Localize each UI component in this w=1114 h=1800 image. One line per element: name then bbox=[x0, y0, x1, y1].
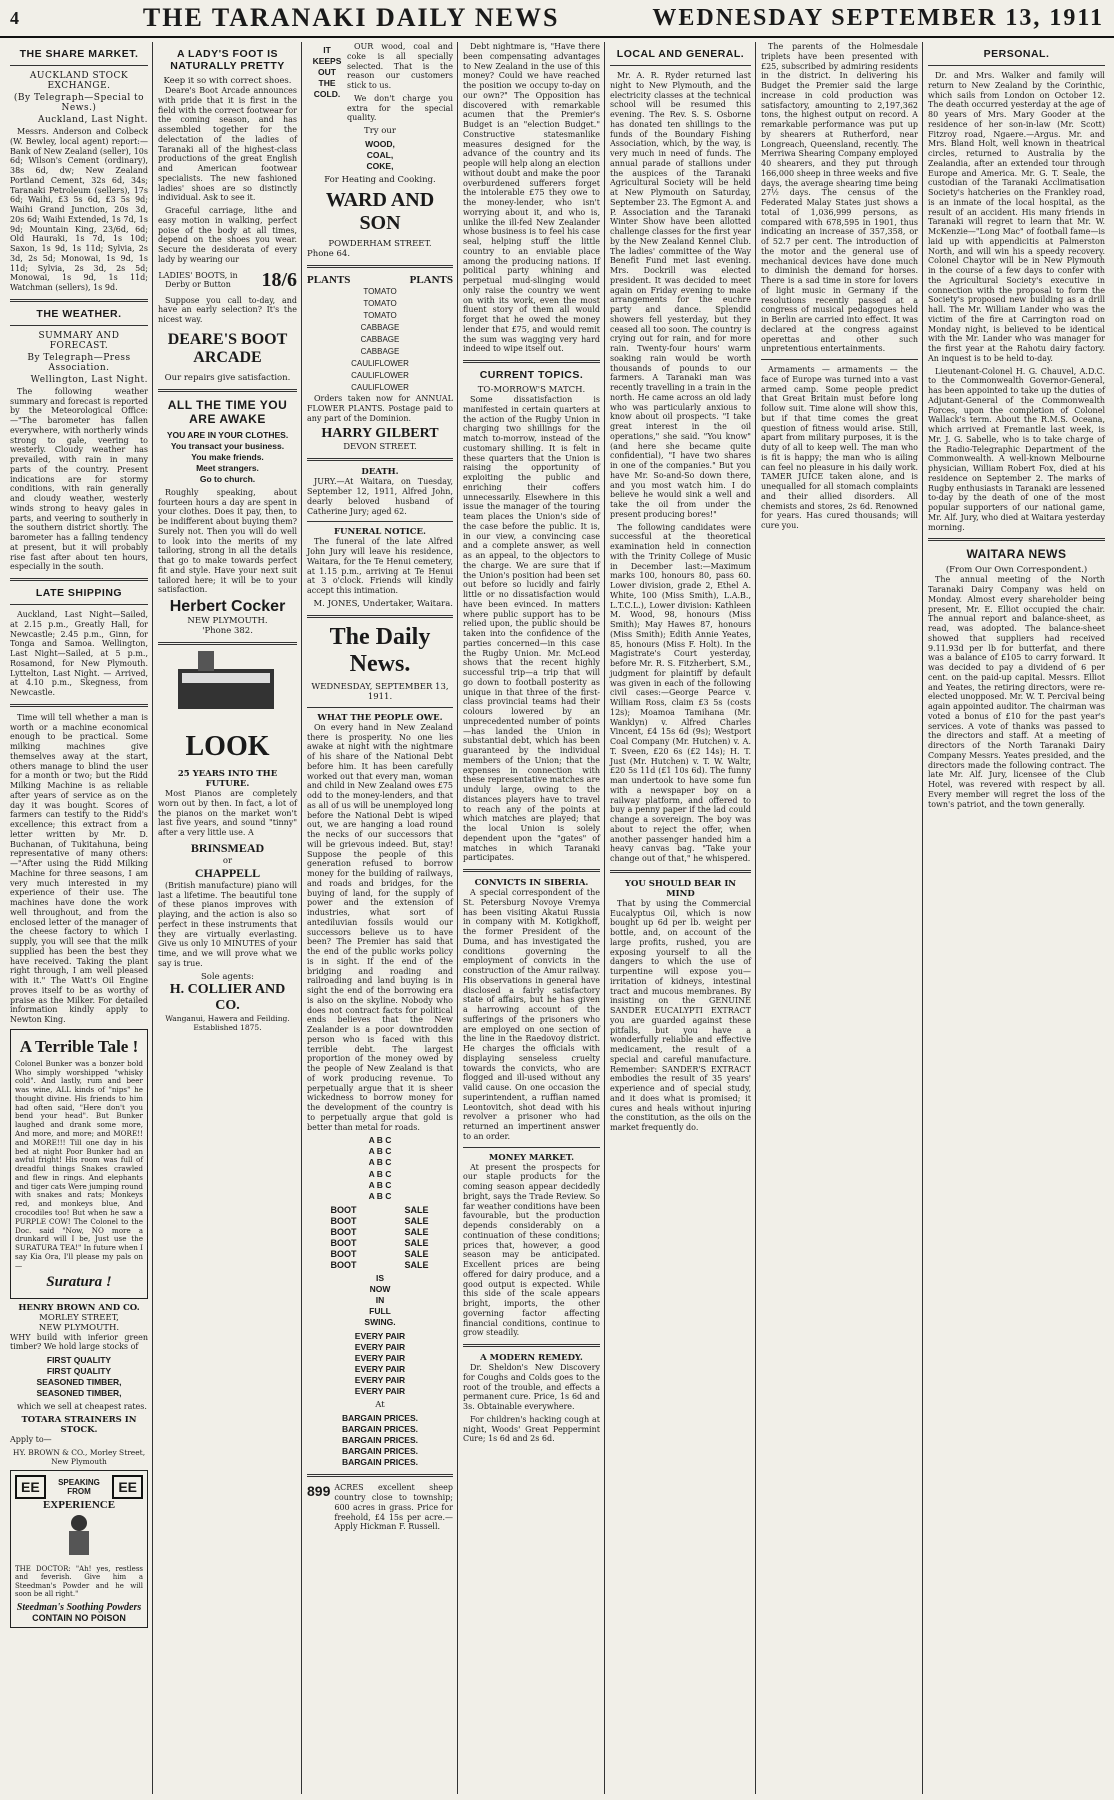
boot-sale-word: IN bbox=[375, 1294, 385, 1305]
remedy-foot: For children's hacking cough at night, Woods' Great Peppermint Cure; 1s 6d and 2s 6d. bbox=[463, 1414, 600, 1444]
deares-ad bbox=[158, 48, 297, 383]
vegetable-item: CABBAGE bbox=[360, 347, 400, 357]
late-shipping-article bbox=[10, 587, 148, 698]
steedman-experience: EXPERIENCE bbox=[42, 1498, 116, 1511]
coal-banner bbox=[307, 45, 347, 100]
cocker-phone: 'Phone 382. bbox=[202, 626, 253, 637]
every-pair-item: EVERY PAIR bbox=[354, 1386, 406, 1397]
deares-shop-name: DEARE'S BOOT ARCADE bbox=[167, 330, 288, 366]
abc-row: A B C bbox=[368, 1157, 392, 1168]
funeral-signed: M. JONES, Undertaker, Waitara. bbox=[313, 598, 453, 609]
plants-heading-left: PLANTS bbox=[307, 274, 351, 287]
vegetable-item: CAULIFLOWER bbox=[351, 359, 409, 369]
abc-row: A B C bbox=[368, 1135, 392, 1146]
coal-tag: For Heating and Cooking. bbox=[324, 175, 436, 186]
current-topics-heading: CURRENT TOPICS. bbox=[479, 369, 584, 381]
vegetable-item: TOMATO bbox=[363, 311, 397, 321]
henry-brown-signature: HY. BROWN & CO., Morley Street, New Plymouth bbox=[12, 1447, 146, 1466]
abc-row: A B C bbox=[368, 1179, 392, 1190]
share-market-byline: (By Telegraph—Special to News.) bbox=[13, 93, 145, 113]
brand-or: or bbox=[222, 855, 233, 866]
every-pair-item: EVERY PAIR bbox=[354, 1341, 406, 1352]
suratura-closing: Suratura ! bbox=[46, 1273, 112, 1290]
harry-gilbert: HARRY GILBERT bbox=[321, 426, 439, 442]
steedman-ad bbox=[10, 1470, 148, 1628]
column-3 bbox=[303, 42, 457, 1794]
henry-brown-street: MORLEY STREET, bbox=[39, 1312, 119, 1323]
totara-strainers: TOTARA STRAINERS IN STOCK. bbox=[21, 1414, 137, 1435]
page-number: 4 bbox=[10, 7, 19, 28]
fuel-item: WOOD, bbox=[365, 139, 395, 149]
lady-foot-body: Deare's Boot Arcade announces with pride that it is first in the field with the correct footwear for the coming season, and has assembled together for the delectation of the ladies of Taranaki all of the highest-class productions of the great English and American footwear specialists. The new fashioned ladies' shoes are so distinctly individual. Ask to see it. bbox=[158, 86, 297, 203]
late-shipping-heading: LATE SHIPPING bbox=[35, 587, 123, 599]
milking-machine-ad: Time will tell whether a man is worth or a machine economical enough to be practical. Some milking machines give themselves away at the start, others manage to blind the user for a month or two; but the Ridd Milking Machine is as reliable after years of service as on the day it was bought. Scores of farmers can testify to the Ridd's excellence; this extract from a letter written by Mr. D. Buchanan, of Tukitahuna, being representative of many others:—"After using the Ridd Milking Machine for three seasons, I am very much interested in my experience of their use. The machines have done the work well throughout, and from the enclosed letter of the manager of the cheese factory to which I supply, you will see that the milk supplied has been the best they have received. Taking the plant right through, I am well pleased with it." The Watt's Oil Engine proves itself to be as worthy of praise as the Milker. For detailed information kindly apply to Newton King. bbox=[10, 712, 148, 1024]
cocker-name: Herbert Cocker bbox=[169, 598, 286, 616]
fuel-items bbox=[307, 139, 453, 172]
boot-sale-word: FULL bbox=[369, 1305, 391, 1316]
personal-heading: PERSONAL. bbox=[983, 48, 1050, 60]
steedman-caption: THE DOCTOR: "Ah! yes, restless and feverish. Give him a Steedman's Powder and he will soon be all right." bbox=[15, 1564, 143, 1599]
sale-word: SALE bbox=[404, 1226, 429, 1237]
clothes-line: YOU ARE IN YOUR CLOTHES. bbox=[166, 429, 289, 440]
lady-foot-body2: Graceful carriage, lithe and easy motion in walking, perfect poise of the body at all times, depend on the shoes you wear. Secure the desiderata of every lady by wearing our bbox=[158, 206, 297, 264]
sole-agents: Sole agents: bbox=[200, 971, 255, 982]
bargain-item: BARGAIN PRICES. bbox=[341, 1413, 419, 1424]
general-news-body: The parents of the Holmesdale triplets have been presented with £25, subscribed by admiring residents in the district. In delivering his Budget the Premier said the large increase in cold production was satisfactory, amounting to 2,197,362 tons, the highest output on record. A remarkable performance was put up by shearers at Rutherford, near Longreach, Queensland, recently. The Merriwa Shearing Company employed 40 shearers, and they put through 166,000 sheep in three weeks and five days, the average shearing time being 27½ days. The census of the Federated Malay States just shows a total of 1,036,999 persons, as compared with 678,595 in 1901, thus indicating an increase of 357,358, or of 52.7 per cent. The introduction of the motor and the general use of mechanical devices have done much to diminish the demand for horses. There is a sad time in store for lovers of light music in Germany if the resolutions recently passed at a congress of musical pedagogues held in Berlin are carried into effect. It was declared at the congress against operettas and other such unpretentious entertainments. bbox=[761, 42, 918, 354]
terrible-tale-verse: Colonel Bunker was a bonzer bold Who simply worshipped "whisky cold". And lastly, rum and beer was wine, ALL kinds of "nips" he thought divine. His friends to him had often said, "Here don't you bend your head". But Bunker laughed and drank some more, And more, and more; and MORE!! and MORE!!! Till one day in his bed at night Poor Bunker had an awful fright! His room was full of dreadful things Snakes crawled and flew in rings. And elephants and tiger cats Were jumping round with snakes and rats; Monkeys red, and monkeys blue, And crocodiles too! But when he saw a PURPLE COW! The Colonel to the Doc. said "Now, NO more a drunkard will I be, Just use the SURATURA TEA!" In future when I say Kia Ora, I'll please my pals on— bbox=[15, 1058, 143, 1270]
column-2 bbox=[154, 42, 301, 1794]
coal-body2: We don't charge you extra for the special quality. bbox=[347, 93, 453, 123]
ward-street: POWDERHAM STREET. bbox=[328, 239, 432, 250]
coal-banner-word: COLD. bbox=[313, 89, 341, 100]
boot-sale-at: At bbox=[375, 1400, 385, 1411]
boot-sale-word: NOW bbox=[369, 1283, 391, 1294]
henry-brown-note: which we sell at cheapest rates. bbox=[17, 1402, 147, 1412]
timber-items bbox=[10, 1355, 148, 1399]
coal-banner-word: OUT bbox=[318, 67, 336, 78]
bargain-item: BARGAIN PRICES. bbox=[341, 1446, 419, 1457]
chappell: CHAPPELL bbox=[194, 865, 261, 880]
bargain-item: BARGAIN PRICES. bbox=[341, 1457, 419, 1468]
henry-brown-name: HENRY BROWN AND CO. bbox=[18, 1302, 140, 1313]
local-general-body: Mr. A. R. Ryder returned last night to New Plymouth, and the electricity classes at the technical school will be resumed this evening. The Rev. S. S. Osborne has donated ten shillings to the funds of the Boundary Fishing Association, which, by the way, is very much in need of funds. The annual parade of stallions under the auspices of the Taranaki Agricultural Society will be held at New Plymouth on Saturday, September 23. The Egmont A. and P. Association and the Taranaki Winter Show have been allotted challenge classes for the first year by the New Zealand Kennel Club. The ladies' committee of the Way Benefit Fund met last evening. Mrs. Dockrill was elected president. It was decided to meet again on Friday evening to make arrangements for the euchre party and dance. Splendid showers fell yesterday, but they ceased all too soon. The country is crying out for rain, and for more rain. Twenty-four hours' warm soaking rain would be worth thousands of pounds to our farmers. A Taranaki man was recently travelling in a train in the north. He came across an old lady who was particularly anxious to know about oil prospects. "I take great interest in the oil operations," she said. "You know" (and here she became quite confidential), "I have two shares in one of the companies." But you have Mr. So-and-So down there, and you most watch him. I do believe he would sink a well and take the oil from under the present producing bores!" bbox=[610, 71, 751, 519]
steedman-brand: Steedman's Soothing Powders bbox=[16, 1601, 142, 1613]
abc-row: A B C bbox=[368, 1190, 392, 1201]
death-heading: DEATH. bbox=[361, 467, 399, 478]
coal-body: OUR wood, coal and coke is all specially selected. That is the reason our customers stick to us. bbox=[347, 42, 453, 90]
issue-date: WEDNESDAY SEPTEMBER 13, 1911 bbox=[652, 4, 1104, 31]
clothes-lines bbox=[158, 430, 297, 485]
boot-word: BOOT bbox=[330, 1226, 357, 1237]
abc-list bbox=[307, 1135, 453, 1201]
all-the-time-heading: ALL THE TIME YOU ARE AWAKE bbox=[167, 397, 288, 426]
vegetable-item: TOMATO bbox=[363, 287, 397, 297]
clothes-line: You transact your business. bbox=[170, 440, 285, 451]
boot-word: BOOT bbox=[330, 1248, 357, 1259]
remedy-heading: A MODERN REMEDY. bbox=[480, 1353, 583, 1363]
ward-and-son: WARD AND SON bbox=[325, 189, 435, 235]
local-general-body2: The following candidates were successful at the theoretical examination held in connection with the Trinity College of Music in December last:—Maximum marks 100, honours 80, pass 60. Lower division, grade 2, Ethel A. White, 100 (Miss Smith), L.A.B., L.T.C.L.), Lower division: Kathleen M. Wood, 98, honours (Miss Smith); May Hawes 87, honours (Miss Smith); Edith Annie Yeates, 85, honours (Miss F. Holt). In the Magistrate's Court yesterday, before Mr. R. S. Fitzherbert, S.M., judgment for plaintiff by default was given in each of the following civil cases:—George Pearce v. William Ross, claim £3 5s (costs 12s); Moamoa Tamihana (Mr. Wanklyn) v. Alfred Charles Vincent, £4 15s 6d (9s); Westport Coal Company (Mr. Hutchen) v. A. T. Sveen, £20 6s (£2 14s); H. T. Just (Mr. Hutchen) v. T. W. Waltr, £20 5s 11d (£1 10s 6d). The funny man undertook to have some fun with a newspaper boy on a railway platform, and offered to buy a penny paper if the lad could change a sovereign. The boy was about to reject the offer, when another passenger handed him a heavy canvas bag. "Take your change out of that," he whispered. bbox=[610, 522, 751, 863]
bargain-list bbox=[307, 1413, 453, 1468]
fuel-item: COKE, bbox=[366, 161, 394, 172]
death-notice: JURY.—At Waitara, on Tuesday, September 12, 1911, Alfred John, dearly beloved husband of Catherine Jury; aged 62. bbox=[307, 477, 453, 516]
suratura-tea-ad bbox=[10, 1029, 148, 1299]
clothes-line: You make friends. bbox=[191, 451, 264, 462]
ward-phone: Phone 64. bbox=[307, 249, 351, 260]
look-word: LOOK bbox=[185, 731, 270, 763]
every-pair-item: EVERY PAIR bbox=[354, 1375, 406, 1386]
weather-dateline: Wellington, Last Night. bbox=[30, 374, 148, 385]
sale-word: SALE bbox=[404, 1248, 429, 1259]
vegetable-item: CAULIFLOWER bbox=[351, 371, 409, 381]
vegetable-item: CABBAGE bbox=[360, 335, 400, 345]
every-pair-list bbox=[307, 1331, 453, 1397]
sale-word: SALE bbox=[404, 1215, 429, 1226]
cocker-body: Roughly speaking, about fourteen hours a day are spent in your clothes. Does it pay, then, to be indifferent about buying them? Surely not. Then you will do well to look into the merits of my tailoring, strong in all the details that go to make towards perfect fit and style. Have your next suit tailored here; it will be to your satisfaction. bbox=[158, 487, 297, 595]
every-pair-item: EVERY PAIR bbox=[354, 1364, 406, 1375]
column-5 bbox=[606, 42, 755, 1794]
steedman-contain: CONTAIN NO POISON bbox=[32, 1612, 126, 1623]
waitara-byline: (From Our Own Correspondent.) bbox=[945, 565, 1088, 576]
sale-word: SALE bbox=[404, 1259, 429, 1270]
share-market-heading: THE SHARE MARKET. bbox=[19, 48, 139, 60]
boot-word: BOOT bbox=[330, 1204, 357, 1215]
editorial-date: WEDNESDAY, SEPTEMBER 13, 1911. bbox=[311, 681, 449, 702]
weather-subheading: SUMMARY AND FORECAST. bbox=[38, 330, 120, 351]
sale-word: SALE bbox=[404, 1237, 429, 1248]
boot-sale-rows bbox=[307, 1205, 453, 1270]
siberia-heading: CONVICTS IN SIBERIA. bbox=[474, 878, 589, 888]
funeral-heading: FUNERAL NOTICE. bbox=[334, 527, 426, 538]
column-1 bbox=[6, 42, 152, 1794]
acres-body: ACRES excellent sheep country close to township; 600 acres in grass. Price for freehold, £4 15s per acre.—Apply Hickman F. Russell. bbox=[334, 1483, 453, 1532]
match-subheading: TO-MORROW'S MATCH. bbox=[477, 385, 586, 395]
plants-heading-right: PLANTS bbox=[409, 274, 453, 287]
waitara-body: The annual meeting of the North Taranaki Dairy Company was held on Monday. Almost every shareholder being present, Mr. E. Elliot occupied the chair. The annual report and balance-sheet, as read, was adopted. The balance-sheet showed that suppliers had received 9.11.93d per lb for butterfat, and there was a balance of £105 to carry forward. It was decided to pay a dividend of 6 per cent. on the paid-up capital. Messrs. Elliot and Yeates, the retiring directors, were re-elected unopposed. Mr. W. T. Percival being again appointed auditor. The chairman was voted a bonus of £10 for the past year's services. A vote of thanks was passed to the directors and staff. At a meeting of directors of the North Taranaki Dairy Company Messrs. Yeates presided, and the directors made the following contract. The late Mr. Alf. Jury, licensee of the Club Hotel, was revered with respect by all. Every member will regret the loss of the town's patriot, and the town generally. bbox=[928, 575, 1105, 809]
boot-word: BOOT bbox=[330, 1259, 357, 1270]
personal-body2: Lieutenant-Colonel H. G. Chauvel, A.D.C. to the Commonwealth Governor-General, has been appointed to take up the duties of Adjutant-General of the Commonwealth Forces, upon the completion of Colonel Wallack's term. About the R.M.S. Oceana, which arrived at Fremantle last week, is Mr. J. G. Sabelle, who is to take charge of the Radio-Telegraphic Department of the Commonwealth. A well-known Melbourne physician, William Robert Fox, died at his residence on September 2. The marks of Rugby enthusiasts in Taranaki are lessened to-day by the death of one of the most popular supporters of our national game, Mr. Alf. Jury, who died at Waitara yesterday morning. bbox=[928, 366, 1105, 532]
bear-in-mind-body: That by using the Commercial Eucalyptus Oil, which is now bought up 6d per lb. weight per bottle, and, on account of the large profits, rushed, you are exposing yourself to all the dangers to which the use of turpentine will expose you—irritation of kidneys, intestinal tract and mucous membranes. By insisting on the GENUINE SANDER EUCALYPTI EXTRACT you are guarded against these pitfalls, but you have a wonderfully reliable and effective medicament, the result of a special and careful manufacture. Remember: SANDER'S EXTRACT embodies the result of 35 years' experience and of special study, and it does what is promised; it cures and heals without injuring the constitution, as the oils on the market frequently do. bbox=[610, 898, 751, 1132]
ladies-boots: LADIES' BOOTS, in Derby or Button bbox=[158, 271, 238, 289]
abc-row: A B C bbox=[368, 1168, 392, 1179]
henry-brown-apply: Apply to— bbox=[10, 1434, 52, 1444]
henry-brown-town: NEW PLYMOUTH. bbox=[38, 1322, 120, 1333]
plants-heading bbox=[307, 274, 453, 286]
henry-brown-ad bbox=[10, 1303, 148, 1466]
sale-word: SALE bbox=[404, 1204, 429, 1215]
steedman-badge-left: EE bbox=[15, 1475, 46, 1499]
column-7 bbox=[924, 42, 1109, 1794]
harry-street: DEVON STREET. bbox=[343, 442, 417, 453]
late-shipping-body: Auckland, Last Night—Sailed, at 2.15 p.m., Greatly Hall, for Newcastle; 2.45 p.m., Ginn, for Tonga and Samoa. Wellington, Last Night—Sailed, at 5 p.m., Rosamond, for New Plymouth. Lyttelton, Last Night. — Arrived, at 4.10 p.m., Skegness, from Newcastle. bbox=[10, 610, 148, 697]
bargain-item: BARGAIN PRICES. bbox=[341, 1424, 419, 1435]
lady-foot-heading: A LADY'S FOOT IS NATURALLY PRETTY bbox=[170, 48, 285, 72]
current-topics-body: Some dissatisfaction is manifested in certain quarters at the action of the Rugby Union in charging two shillings for the match to-morrow, instead of the customary shilling. It is felt in these quarters that the Union is raising the opportunity of exploiting the public and enriching their coffers unnecessarily. Elsewhere in this issue the manager of the touring team places the Union's side of the case before the public. It is, in our view, a convincing case and a complete answer, as well as an appeal, to the objectors to the charge. We are sure that if the Union's position had been set out before so lucidly and fairly little or no dissatisfaction would have been evinced. In matters where public support has to be relied upon, the public should be taken into the confidence of the parties concerned—in this case the Rugby Union. Mr. McLeod shows that the recent highly successful trip—a trip that will go down to football posterity as unique in that three of the first-class provincial teams had their colours lowered by an unprecedented number of points—has landed the Union in substantial debt, which has been guaranteed by the individual members of the Union; that the expenses in connection with these representative matches are unduly large, owing to the distances players have to travel to reach any of the points at which matches are played; that the local Union is solely dependent upon the "gates" of matches in which Taranaki participates. bbox=[463, 395, 600, 863]
boot-word: BOOT bbox=[330, 1215, 357, 1226]
collier-towns: Wanganui, Hawera and Feilding. bbox=[165, 1013, 290, 1023]
brinsmead: BRINSMEAD bbox=[190, 840, 265, 855]
clothes-line: Go to church. bbox=[199, 473, 256, 484]
deares-footer: Our repairs give satisfaction. bbox=[164, 372, 291, 383]
bear-in-mind-heading: YOU SHOULD BEAR IN MIND bbox=[624, 878, 737, 899]
coal-try: Try our bbox=[364, 126, 396, 136]
money-heading: MONEY MARKET. bbox=[488, 1152, 575, 1163]
vegetable-item: TOMATO bbox=[363, 299, 397, 309]
coal-banner-word: IT bbox=[323, 45, 331, 55]
lady-foot-body3: Suppose you call to-day, and have an early selection? It's the nicest way. bbox=[158, 295, 297, 324]
column-4 bbox=[459, 42, 604, 1794]
newspaper-title: THE TARANAKI DAILY NEWS bbox=[142, 3, 560, 32]
fuel-item: COAL, bbox=[366, 150, 394, 161]
siberia-body: A special correspondent of the St. Petersburg Novoye Vremya has been visiting Akatui Russia in company with M. Kotigkhoff, the former President of the Duma, and has investigated the conditions governing the employment of convicts in the construction of the Amur railway. His observations in general have disclosed a fairly satisfactory state of affairs, but he has given a harrowing account of the sufferings of the prisoners who are employed on one section of the line in the Raedovoy district. He charges the officials with displaying senseless cruelty towards the convicts, who are flogged and ill-used without any valid cause. On one occasion the superintendent, a ruffian named Leontovitch, shot dead with his revolver a prisoner who had returned an impertinent answer to an order. bbox=[463, 888, 600, 1141]
cocker-town: NEW PLYMOUTH. bbox=[187, 616, 268, 627]
share-market-dateline: Auckland, Last Night. bbox=[37, 115, 148, 125]
steedman-badge-right: EE bbox=[112, 1475, 143, 1499]
timber-item: SEASONED TIMBER, bbox=[36, 1388, 122, 1399]
boot-word: BOOT bbox=[330, 1237, 357, 1248]
abc-row: A B C bbox=[368, 1146, 392, 1157]
vegetable-list bbox=[307, 286, 453, 394]
acres-number: 899 bbox=[307, 1483, 331, 1500]
steedman-top: SPEAKING FROM bbox=[58, 1477, 100, 1496]
armaments-body: Armaments — armaments — the face of Europe was turned into a vast armed camp. Some people predict that Great Britain must before long follow suit. Time alone will show this, but if that time comes the great question of fitness would arise. Still, apart from military purposes, it is the duty of all to keep well. The man who is fit is happy; the man who is ailing can feel no pleasure in his daily work. TAMER JUICE taken alone, and is unequalled for all stomach complaints and their allied disorders. All chemists and stores, 2s 6d. Renowned for years. Has cured thousands; will cure you. bbox=[761, 365, 918, 530]
share-market-body: Messrs. Anderson and Colbeck (W. Bewley, local agent) report:—Bank of New Zealand (seller), 10s 6d; Wilson's Cement (ordinary), 38s 6d, dw; New Zealand Portland Cement, 32s 6d, 34s; Taranaki Petroleum (sellers), 17s 6d; Waihi, £3 5s 6d, £3 5s 9d; Waihi Grand Junction, 20s 3d, 20s 6d; Waihi Extended, 1s 7d, 1s 9d; Mountain King, 23/6d, 6d; Old Hauraki, 1s 7d, 1s 10d; Saxon, 1s 9d, 1s 11d; Sylvia, 2s 3d, 2s 5d; Monowai, 1s 9d, 1s 11d; Sylvia, 2s 3d, 2s 5d; Monowai, 1s 9d, 1s 11d; Watchman (sellers), 1s 9d. bbox=[10, 127, 148, 292]
waitara-heading: WAITARA NEWS bbox=[966, 547, 1067, 562]
timber-item: FIRST QUALITY bbox=[46, 1366, 112, 1377]
bargain-item: BARGAIN PRICES. bbox=[341, 1435, 419, 1446]
lady-foot-tagline: Keep it so with correct shoes. bbox=[163, 76, 292, 86]
weather-heading: THE WEATHER. bbox=[36, 307, 122, 320]
column-6 bbox=[757, 42, 922, 1794]
piano-illustration-icon bbox=[158, 651, 295, 721]
weather-body: The following weather summary and forecast is reported by the Meteorological Office:—"The barometer has fallen everywhere, with northerly winds strong to gale, veering to westerly. Cloudy weather has prevailed, with rain in many parts of the country. Present indications are for stormy conditions, with rain generally and cloudy weather, westerly winds strong to heavy gales in parts, and veering to southerly in the southern district shortly. The barometer has a falling tendency at present, but it will probably rise fast after about ten hours, especially in the south. bbox=[10, 386, 148, 572]
ladies-boots-price: 18/6 bbox=[261, 268, 297, 291]
timber-item: SEASONED TIMBER, bbox=[36, 1377, 122, 1388]
personal-body: Dr. and Mrs. Walker and family will return to New Zealand by the Corinthic, which sails from London on October 12. The death occurred yesterday at the age of 80 years of Mrs. Mary Gooder at the residence of her son-in-law (Mr. Scott) Fitzroy road, Ngaere.—Argus. Mr. and Mrs. Bland Holt, well known in theatrical circles, returned to Australia by the Zealandia, after an extended tour through Europe and America. Mr. G. T. Seale, the custodian of the Taranaki Acclimatisation Society's hatcheries on the Frankley road, is an inmate of the local hospital, as the result of an accident. His many friends in Taranaki will regret to learn that Mr. W. McKenzie—"Long Mac" of football fame—is laid up with appendicitis at Palmerston North, and will win his a speedy recovery. Colonel Chaytor will be in New Plymouth in the course of a few days to confer with the Agricultural Society's executive in connection with the proposal to form the Society's proposed new building as a drill hall. The Mr. William Lander who was the victim of the fire at Carrington road on Monday night, is believed to be identical with the Mr. Lander who was manager for the first year at the Rahotu dairy factory. An inquest is to be held to-day. bbox=[928, 71, 1105, 363]
collier-name: H. COLLIER AND CO. bbox=[169, 981, 286, 1013]
share-market-article bbox=[10, 48, 148, 293]
weather-byline: By Telegraph—Press Association. bbox=[27, 352, 131, 373]
boot-sale-words bbox=[307, 1273, 453, 1328]
look-body: Most Pianos are completely worn out by then. In fact, a lot of the pianos on the market won't last five years, and sound "tinny" after a very little use. A bbox=[158, 789, 297, 838]
boot-sale-word: IS bbox=[375, 1272, 385, 1283]
plants-body: Orders taken now for ANNUAL FLOWER PLANTS. Postage paid to any part of the Dominion. bbox=[307, 394, 453, 423]
owe-heading: WHAT THE PEOPLE OWE. bbox=[317, 712, 443, 723]
look-sub: 25 YEARS INTO THE FUTURE. bbox=[177, 769, 278, 790]
every-pair-item: EVERY PAIR bbox=[354, 1353, 406, 1363]
funeral-notice: The funeral of the late Alfred John Jury will leave his residence, Waitara, for the Te Henui cemetery, at 1.15 p.m., arriving at Te Henui at 3 o'clock. Friends will kindly accept this intimation. bbox=[307, 537, 453, 596]
money-body: At present the prospects for our staple products for the coming season appear decidedly bright, says the Trade Review. So far weather conditions have been favourable, but the production depends considerably on a continuation of these conditions; prices that, however, a good season may be anticipated. Excellent prices are being offered for dairy produce, and a good output is expected. While this side of the scale appears bright, imports, the other governing factor affecting financial conditions, continue to grow steadily. bbox=[463, 1162, 600, 1338]
remedy-body: Dr. Sheldon's New Discovery for Coughs and Colds goes to the root of the trouble, and effects a permanent cure. Price, 1s 6d and 3s. Obtainable everywhere. bbox=[463, 1363, 600, 1411]
child-illustration-icon bbox=[49, 1511, 109, 1561]
debt-continued: Debt nightmare is, "Have there been compensating advantages to New Zealand in the use of this money? Could we have reached the position we occupy to-day on our own?" The Opposition has discovered with remarkable acumen that the Premier's Budget is an "election Budget." Constructive statesmanlike measures designed for the advance of the country and its people will help along an election without doubt and make the poor overburdened sufferers forget the intolerable £75 they owe to the money-lender, who isn't worrying about it, and who is, unlike the ill-fed New Zealander whose business is to feel his case seal, helping stuff the little country to an enviable place among the producing nations. If political party whining and perpetual mud-slinging would only raise the country we went on with its work, even the most fluent story of them all would forget that he owed the money lender that £75, and would remit the sum was wagging very hard indeed to wipe itself out. bbox=[463, 42, 600, 354]
boot-sale-word: SWING. bbox=[364, 1316, 396, 1327]
look-body2: (British manufacture) piano will last a lifetime. The beautiful tone of these pianos improves with playing, and the action is also so perfect in these instruments that they are virtually everlasting. Give us only 10 MINUTES of your time, and we will prove what we say is true. bbox=[158, 880, 297, 968]
henry-brown-intro: WHY build with inferior green timber? We hold large stocks of bbox=[10, 1332, 148, 1352]
terrible-tale-title: A Terrible Tale ! bbox=[19, 1036, 139, 1056]
coal-banner-word: KEEPS bbox=[312, 56, 342, 67]
collier-est: Established 1875. bbox=[193, 1022, 262, 1032]
coal-banner-word: THE bbox=[318, 78, 336, 89]
share-market-subheading: AUCKLAND STOCK EXCHANGE. bbox=[29, 71, 129, 91]
paper-nameplate: The Daily News. bbox=[329, 623, 431, 677]
masthead bbox=[0, 0, 1114, 38]
local-general-heading: LOCAL AND GENERAL. bbox=[616, 48, 745, 60]
vegetable-item: CABBAGE bbox=[360, 323, 400, 333]
timber-item: FIRST QUALITY bbox=[46, 1355, 112, 1365]
weather-article bbox=[10, 308, 148, 572]
owe-body: On every hand in New Zealand there is prosperity. No one lies awake at night with the nightmare of his share of the National Debt before him. It has been carefully worked out that every man, woman and child in New Zealand owes £75 odd to the money-lenders, and that as all of us will be unemployed long before the National Debt is wiped out, we are hanging a load round the necks of our successors that will be grievous indeed. But, stay! Suppose the people of this generation refused to borrow money for the building of railways, and roads and bridges, for the buying of land, for the supply of power and the extension of industries, what sort of antediluvian fossils would our successors believe us to have been? The Premier has said that the end of the public works policy is in sight. If the end of the bridging and roading and railroading and land buying is in sight the end of the borrowing era is also on the skyline. Nobody who does not contract facts for political ends believes that the New Zealander is a poor downtrodden person who is faced with this terrible debt. The largest proportion of the money owed by the people of New Zealand is that of work producing revenue. To perpetually argue that it is sheer wickedness to borrow money for the development of the country is to perpetually argue that gold is better than metal for roads. bbox=[307, 722, 453, 1132]
clothes-line: Meet strangers. bbox=[196, 462, 259, 473]
cocker-ad bbox=[158, 398, 297, 636]
collier-ad bbox=[158, 651, 297, 1032]
every-pair-item: EVERY PAIR bbox=[354, 1330, 406, 1341]
vegetable-item: CAULIFLOWER bbox=[351, 383, 409, 393]
